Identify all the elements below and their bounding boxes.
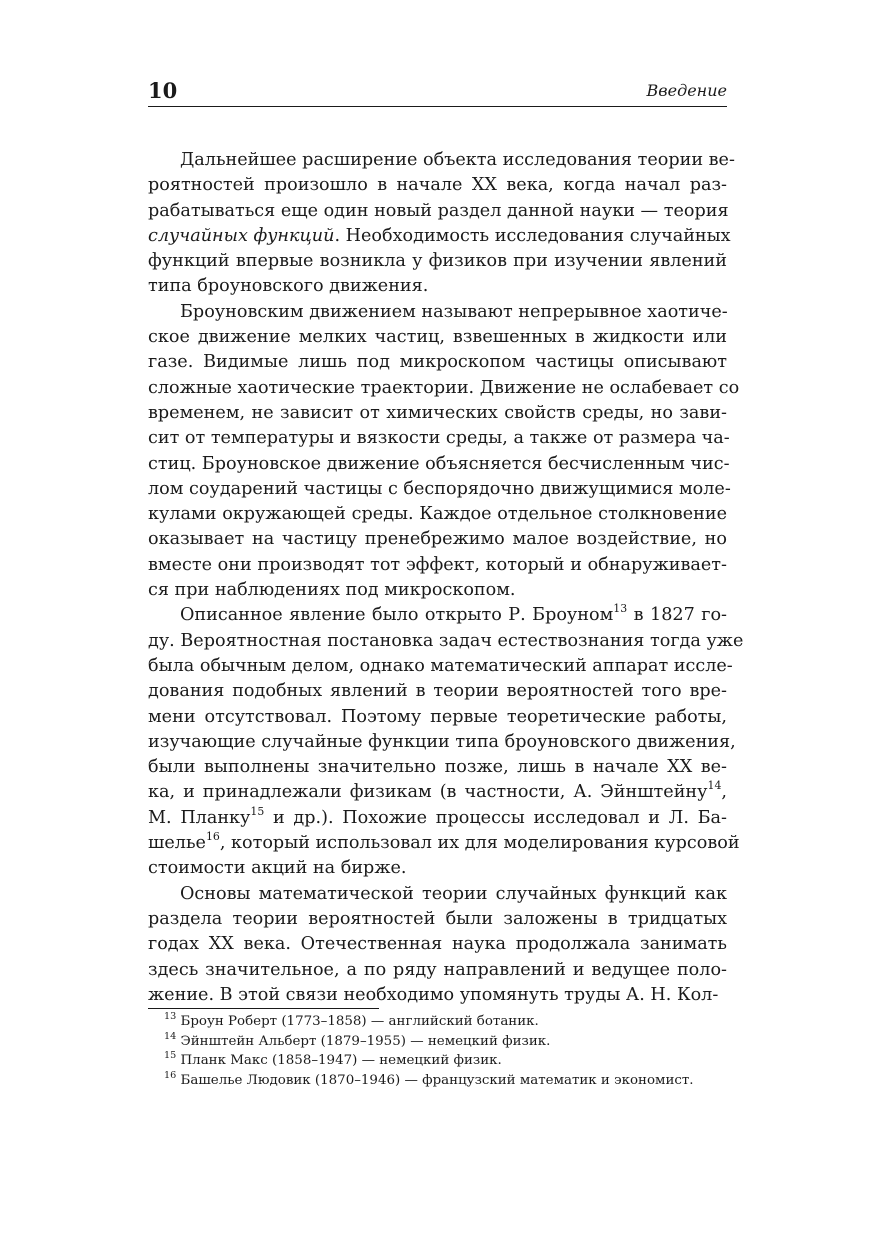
text-line: лом соударений частицы с беспорядочно движущимися моле-	[148, 478, 731, 499]
footnote	[164, 1012, 734, 1032]
footnote-number: 15	[164, 1050, 177, 1062]
footnote	[164, 1071, 734, 1091]
footnote	[164, 1032, 734, 1052]
text-line: Основы математической теории случайных функций как	[180, 883, 727, 904]
footnote-number: 16	[164, 1070, 177, 1081]
text-line: Дальнейшее расширение объекта исследования теории ве-	[180, 150, 735, 170]
header-rule	[148, 106, 727, 107]
footnote-separator	[148, 1008, 379, 1009]
text-line: временем, не зависит от химических свойств среды, но зави-	[148, 402, 727, 423]
text-line: типа броуновского движения.	[148, 276, 429, 297]
text-line: случайных функций. Необходимость исследования случайных	[148, 225, 731, 246]
text-line: ка, и принадлежали физикам (в частности, А. Эйнштейну$^{14}$,	[148, 779, 727, 803]
footnote-number: 14	[164, 1030, 177, 1042]
text-line: вместе они производят тот эффект, который и обнаруживает-	[148, 554, 727, 575]
paragraph	[148, 148, 735, 300]
text-line: здесь значительное, а по ряду направлений и ведущее поло-	[148, 959, 727, 980]
text-line: функций впервые возникла у физиков при изучении явлений	[148, 251, 727, 272]
footnote	[164, 1051, 734, 1071]
footnote-ref: 13	[613, 602, 628, 616]
text-line: оказывает на частицу пренебрежимо малое воздействие, но	[148, 529, 727, 550]
paragraph	[148, 300, 740, 604]
footnote-ref: 14	[707, 779, 722, 793]
running-title: Введение	[646, 81, 727, 100]
footnote-ref: 15	[250, 804, 265, 818]
text-line: мени отсутствовал. Поэтому первые теоретические работы,	[148, 706, 727, 727]
footnote-text: Планк Макс (1858–1947) — немецкий физик.	[176, 1053, 502, 1069]
text-line: жение. В этой связи необходимо упомянуть труды А. Н. Кол-	[148, 984, 719, 1005]
text-line: шелье$^{16}$, который использовал их для моделирования курсовой	[148, 829, 740, 854]
text-line: ду. Вероятностная постановка задач естествознания тогда уже	[148, 630, 744, 651]
footnotes	[164, 1012, 734, 1090]
text-line: Описанное явление было открыто Р. Броуном$^{13}$ в 1827 го-	[180, 602, 727, 626]
text-line: стоимости акций на бирже.	[148, 858, 407, 879]
footnote-text: Эйнштейн Альберт (1879–1955) — немецкий физик.	[176, 1033, 551, 1049]
body-text	[148, 148, 744, 1008]
page-header	[148, 78, 727, 106]
text-line: была обычным делом, однако математический аппарат иссле-	[148, 655, 733, 676]
text-line: ское движение мелких частиц, взвешенных в жидкости или	[148, 327, 727, 348]
text-line: годах XX века. Отечественная наука продолжала занимать	[148, 934, 727, 955]
text-line: газе. Видимые лишь под микроскопом частицы описывают	[148, 352, 727, 373]
paragraph	[148, 602, 744, 881]
page-number: 10	[148, 78, 178, 103]
text-line: были выполнены значительно позже, лишь в начале XX ве-	[148, 757, 727, 778]
text-line: сит от температуры и вязкости среды, а также от размера ча-	[148, 428, 730, 449]
text-line: раздела теории вероятностей были заложены в тридцатых	[148, 908, 727, 929]
text-line: М. Планку$^{15}$ и др.). Похожие процессы исследовал и Л. Ба-	[148, 804, 727, 828]
text-line: кулами окружающей среды. Каждое отдельное столкновение	[148, 504, 727, 525]
text-line: дования подобных явлений в теории вероятностей того вре-	[148, 681, 727, 702]
footnote-ref: 16	[205, 829, 220, 843]
text-line: ся при наблюдениях под микроскопом.	[148, 580, 516, 601]
footnote-number: 13	[164, 1011, 177, 1023]
text-line: Броуновским движением называют непрерывное хаотиче-	[180, 301, 728, 322]
emphasis: случайных функций	[148, 225, 335, 246]
text-line: сложные хаотические траектории. Движение не ослабевает со	[148, 377, 740, 398]
footnote-text: Башелье Людовик (1870–1946) — французский математик и экономист.	[176, 1072, 694, 1088]
text-line: рабатываться еще один новый раздел данной науки — теория	[148, 200, 729, 221]
paragraph	[148, 882, 727, 1008]
text-line: стиц. Броуновское движение объясняется бесчисленным чис-	[148, 453, 730, 474]
text-line: роятностей произошло в начале XX века, когда начал раз-	[148, 175, 727, 196]
footnote-text: Броун Роберт (1773–1858) — английский ботаник.	[176, 1014, 539, 1029]
text-line: изучающие случайные функции типа броуновского движения,	[148, 731, 736, 752]
